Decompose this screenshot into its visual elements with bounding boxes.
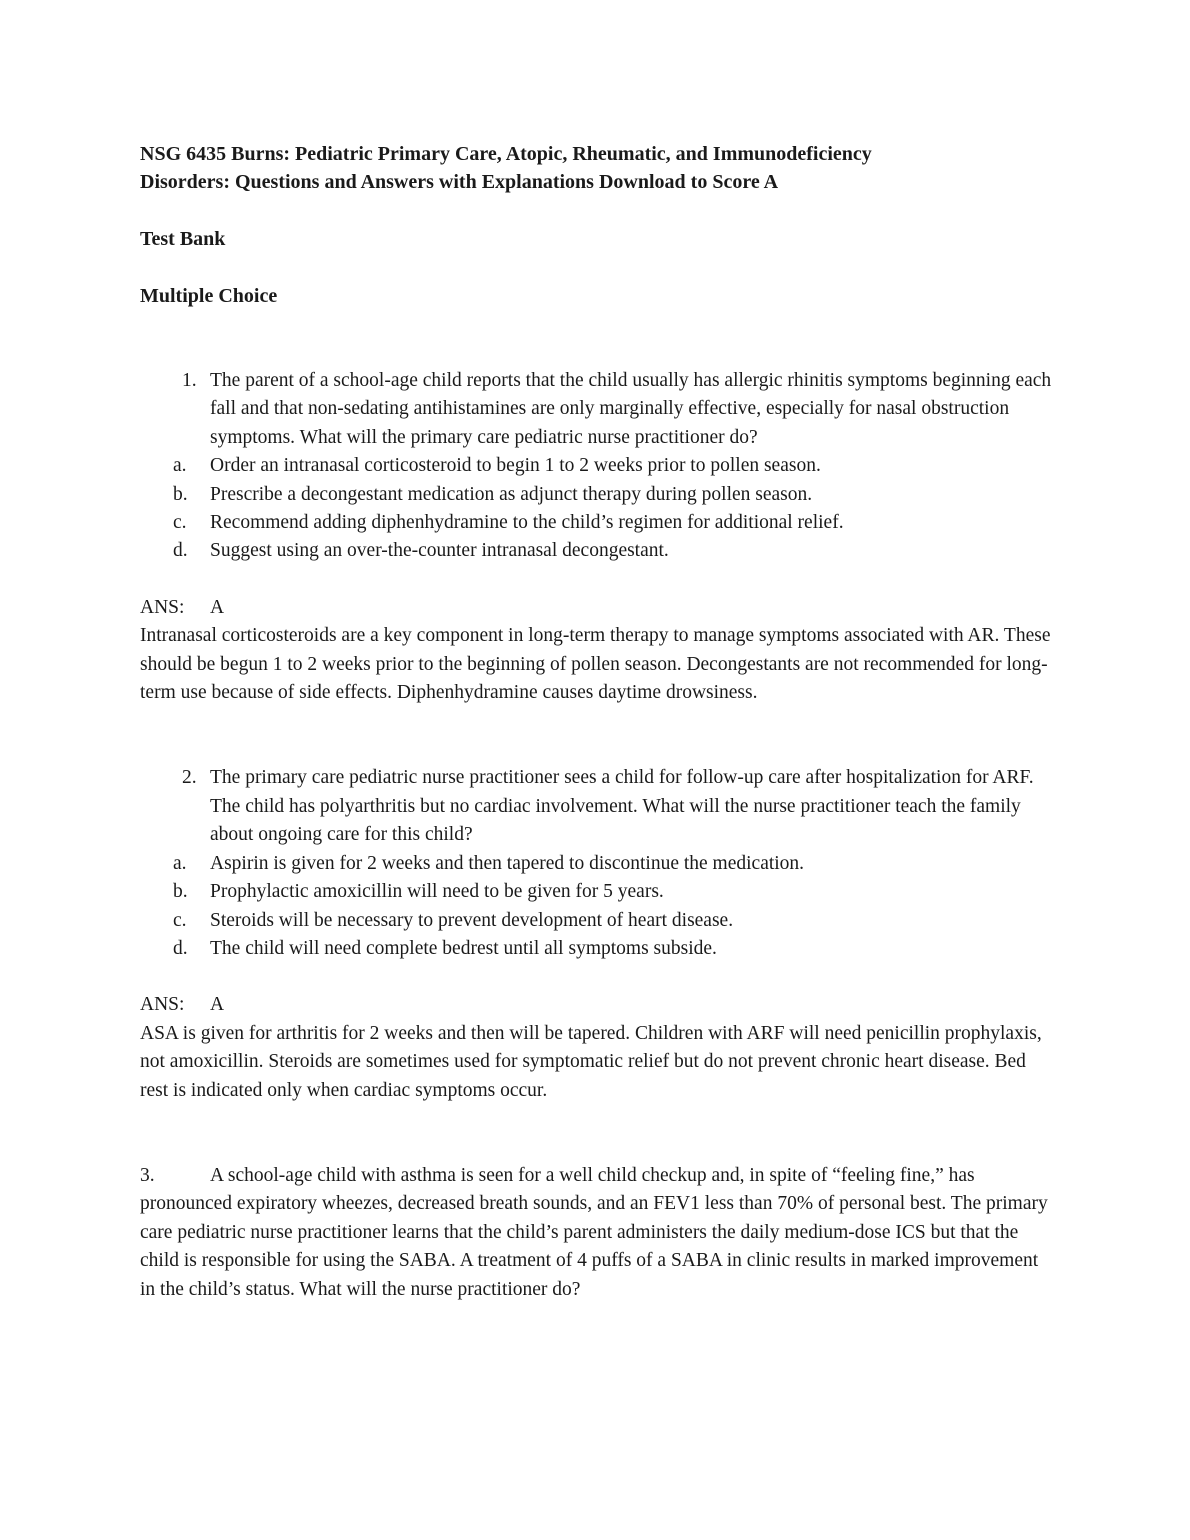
answer-explanation: ASA is given for arthritis for 2 weeks and then will be tapered. Children with ARF will need penicillin prophylaxis, not amoxicillin. Steroids are sometimes used for symptomatic relief but do not prevent chronic heart disease. Bed rest is indicated only when cardiac symptoms occur. <box>140 1022 1042 1101</box>
option-b <box>140 878 1055 906</box>
option-text: Prophylactic amoxicillin will need to be given for 5 years. <box>210 881 664 903</box>
option-letter: c. <box>173 909 187 931</box>
option-letter: d. <box>173 540 188 562</box>
answer-label: ANS: <box>140 994 185 1016</box>
answer-line <box>140 594 1055 622</box>
title-line-1: NSG 6435 Burns: Pediatric Primary Care, Atopic, Rheumatic, and Immunodeficiency <box>140 143 872 165</box>
option-d <box>140 537 1055 565</box>
answer-explanation: Intranasal corticosteroids are a key component in long-term therapy to manage symptoms associated with AR. These should be begun 1 to 2 weeks prior to the beginning of pollen season. Decongestants are not recommended for long-term use because of side effects. Diphenhydramine causes daytime drowsiness. <box>140 625 1051 704</box>
title-line-2: Disorders: Questions and Answers with Explanations Download to Score A <box>140 171 779 193</box>
option-text: Steroids will be necessary to prevent development of heart disease. <box>210 909 734 931</box>
question-text: The primary care pediatric nurse practitioner sees a child for follow-up care after hospitalization for ARF. The child has polyarthritis but no cardiac involvement. What will the nurse practitioner teach the family about ongoing care for this child? <box>210 767 1034 846</box>
question-3 <box>140 1162 1055 1304</box>
option-b <box>140 481 1055 509</box>
option-letter: c. <box>173 512 187 534</box>
option-text: Suggest using an over-the-counter intranasal decongestant. <box>210 540 669 562</box>
question-2 <box>140 764 1055 1104</box>
question-stem <box>140 764 1055 849</box>
section-heading-multiple-choice: Multiple Choice <box>140 285 278 307</box>
option-text: The child will need complete bedrest until all symptoms subside. <box>210 937 717 959</box>
question-number: 1. <box>182 370 197 391</box>
option-text: Prescribe a decongestant medication as adjunct therapy during pollen season. <box>210 483 813 505</box>
option-text: Order an intranasal corticosteroid to begin 1 to 2 weeks prior to pollen season. <box>210 455 821 477</box>
section-heading-test-bank: Test Bank <box>140 228 226 250</box>
question-stem <box>140 367 1055 452</box>
option-a <box>140 850 1055 878</box>
option-text: Recommend adding diphenhydramine to the child’s regimen for additional relief. <box>210 512 844 534</box>
option-a <box>140 452 1055 480</box>
option-text: Aspirin is given for 2 weeks and then tapered to discontinue the medication. <box>210 852 805 874</box>
question-1 <box>140 367 1055 707</box>
question-number: 2. <box>182 767 197 789</box>
option-letter: a. <box>173 852 187 874</box>
document-title <box>140 140 1055 196</box>
option-letter: d. <box>173 937 188 959</box>
document-page <box>140 140 1055 1304</box>
answer-value: A <box>210 596 225 618</box>
answer-line <box>140 991 1055 1019</box>
question-number: 3. <box>140 1164 155 1186</box>
question-text: The parent of a school-age child reports that the child usually has allergic rhinitis symptoms beginning each fall and that non-sedating antihistamines are only marginally effective, especially for nasal obstruction symptoms. What will the primary care pediatric nurse practitioner do? <box>210 370 1052 448</box>
option-d <box>140 935 1055 963</box>
answer-value: A <box>210 994 225 1016</box>
option-letter: b. <box>173 881 188 903</box>
option-letter: a. <box>173 455 187 477</box>
option-c <box>140 907 1055 935</box>
option-letter: b. <box>173 483 188 505</box>
option-c <box>140 509 1055 537</box>
question-body: A school-age child with asthma is seen for a well child checkup and, in spite of “feeling fine,” has pronounced expiratory wheezes, decreased breath sounds, and an FEV1 less than 70% of personal best. The primary care pediatric nurse practitioner learns that the child’s parent administers the daily medium-dose ICS but that the child is responsible for using the SABA. A treatment of 4 puffs of a SABA in clinic results in marked improvement in the child’s status. What will the nurse practitioner do? <box>140 1164 1048 1300</box>
answer-label: ANS: <box>140 596 185 618</box>
question-text <box>140 1162 1055 1304</box>
